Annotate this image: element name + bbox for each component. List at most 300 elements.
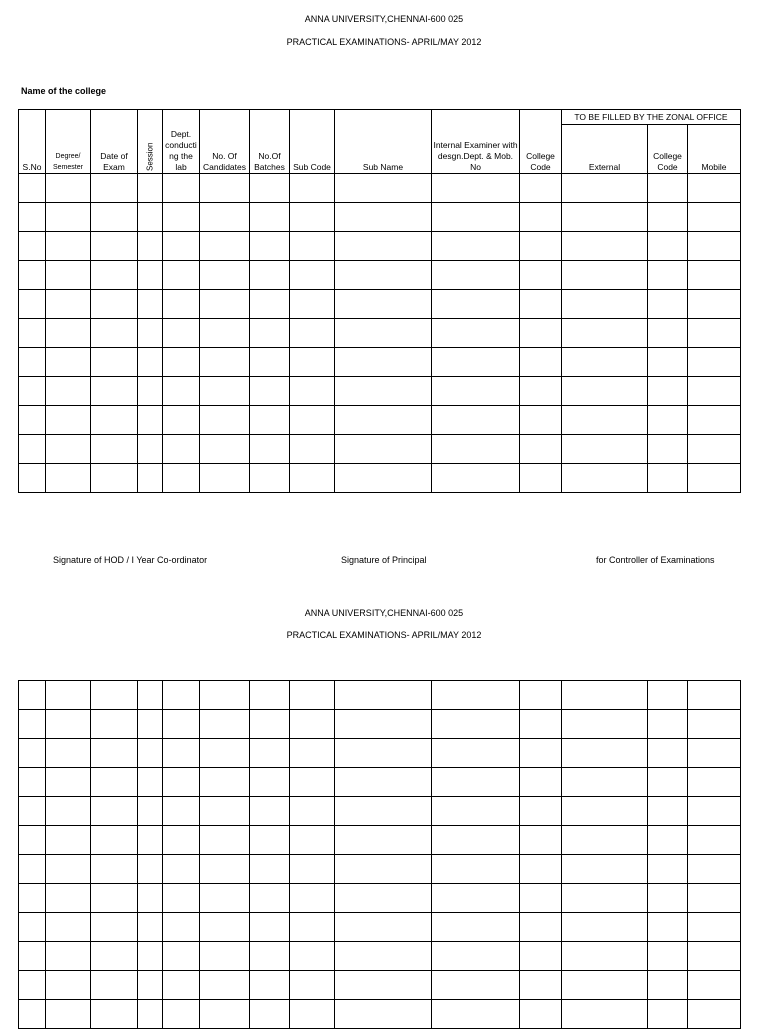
table-cell[interactable] — [46, 377, 91, 406]
table-cell[interactable] — [200, 203, 250, 232]
table-cell[interactable] — [250, 855, 290, 884]
table-cell[interactable] — [562, 768, 648, 797]
table-cell[interactable] — [290, 232, 335, 261]
table-cell[interactable] — [19, 710, 46, 739]
table-cell[interactable] — [138, 203, 163, 232]
table-cell[interactable] — [46, 710, 91, 739]
table-cell[interactable] — [520, 681, 562, 710]
table-cell[interactable] — [91, 942, 138, 971]
table-cell[interactable] — [432, 942, 520, 971]
table-cell[interactable] — [688, 464, 741, 493]
table-cell[interactable] — [163, 377, 200, 406]
table-cell[interactable] — [648, 681, 688, 710]
table-cell[interactable] — [520, 232, 562, 261]
table-cell[interactable] — [290, 435, 335, 464]
table-cell[interactable] — [200, 261, 250, 290]
table-cell[interactable] — [250, 232, 290, 261]
table-cell[interactable] — [432, 348, 520, 377]
table-cell[interactable] — [19, 826, 46, 855]
table-cell[interactable] — [46, 739, 91, 768]
table-cell[interactable] — [520, 884, 562, 913]
table-cell[interactable] — [562, 681, 648, 710]
table-cell[interactable] — [432, 913, 520, 942]
table-cell[interactable] — [138, 232, 163, 261]
table-cell[interactable] — [648, 1000, 688, 1029]
table-cell[interactable] — [19, 681, 46, 710]
table-cell[interactable] — [46, 290, 91, 319]
table-cell[interactable] — [290, 710, 335, 739]
table-cell[interactable] — [138, 348, 163, 377]
table-cell[interactable] — [46, 435, 91, 464]
table-cell[interactable] — [335, 464, 432, 493]
table-cell[interactable] — [200, 174, 250, 203]
table-cell[interactable] — [91, 797, 138, 826]
table-cell[interactable] — [520, 1000, 562, 1029]
table-cell[interactable] — [335, 435, 432, 464]
table-cell[interactable] — [290, 942, 335, 971]
table-cell[interactable] — [163, 797, 200, 826]
table-cell[interactable] — [432, 261, 520, 290]
table-cell[interactable] — [290, 681, 335, 710]
table-cell[interactable] — [91, 348, 138, 377]
table-cell[interactable] — [648, 913, 688, 942]
table-cell[interactable] — [163, 768, 200, 797]
table-cell[interactable] — [688, 797, 741, 826]
table-cell[interactable] — [335, 1000, 432, 1029]
table-cell[interactable] — [200, 681, 250, 710]
table-cell[interactable] — [432, 681, 520, 710]
table-cell[interactable] — [138, 1000, 163, 1029]
table-cell[interactable] — [46, 971, 91, 1000]
table-cell[interactable] — [648, 942, 688, 971]
table-cell[interactable] — [200, 406, 250, 435]
table-cell[interactable] — [520, 768, 562, 797]
table-cell[interactable] — [648, 406, 688, 435]
table-cell[interactable] — [19, 377, 46, 406]
table-cell[interactable] — [19, 203, 46, 232]
table-cell[interactable] — [688, 971, 741, 1000]
table-cell[interactable] — [648, 710, 688, 739]
table-cell[interactable] — [290, 290, 335, 319]
table-cell[interactable] — [138, 435, 163, 464]
table-cell[interactable] — [138, 710, 163, 739]
table-cell[interactable] — [200, 319, 250, 348]
table-cell[interactable] — [200, 826, 250, 855]
table-cell[interactable] — [520, 348, 562, 377]
table-cell[interactable] — [163, 942, 200, 971]
table-cell[interactable] — [200, 464, 250, 493]
table-cell[interactable] — [46, 464, 91, 493]
table-cell[interactable] — [19, 913, 46, 942]
table-cell[interactable] — [335, 884, 432, 913]
table-cell[interactable] — [335, 768, 432, 797]
table-cell[interactable] — [688, 855, 741, 884]
table-cell[interactable] — [200, 739, 250, 768]
table-cell[interactable] — [520, 203, 562, 232]
table-cell[interactable] — [250, 290, 290, 319]
table-cell[interactable] — [520, 435, 562, 464]
table-cell[interactable] — [335, 710, 432, 739]
table-cell[interactable] — [91, 174, 138, 203]
table-cell[interactable] — [200, 971, 250, 1000]
table-cell[interactable] — [432, 971, 520, 1000]
table-cell[interactable] — [138, 377, 163, 406]
table-cell[interactable] — [648, 261, 688, 290]
table-cell[interactable] — [335, 739, 432, 768]
table-cell[interactable] — [335, 319, 432, 348]
table-cell[interactable] — [520, 797, 562, 826]
table-cell[interactable] — [648, 768, 688, 797]
table-cell[interactable] — [200, 377, 250, 406]
table-cell[interactable] — [163, 203, 200, 232]
table-cell[interactable] — [138, 942, 163, 971]
table-cell[interactable] — [138, 913, 163, 942]
table-cell[interactable] — [163, 232, 200, 261]
table-cell[interactable] — [46, 406, 91, 435]
table-cell[interactable] — [648, 348, 688, 377]
table-cell[interactable] — [290, 174, 335, 203]
table-cell[interactable] — [335, 942, 432, 971]
table-cell[interactable] — [432, 768, 520, 797]
table-cell[interactable] — [562, 826, 648, 855]
table-cell[interactable] — [432, 406, 520, 435]
table-cell[interactable] — [46, 768, 91, 797]
table-cell[interactable] — [688, 739, 741, 768]
table-cell[interactable] — [648, 435, 688, 464]
table-cell[interactable] — [432, 203, 520, 232]
table-cell[interactable] — [200, 855, 250, 884]
table-cell[interactable] — [19, 884, 46, 913]
table-cell[interactable] — [163, 855, 200, 884]
table-cell[interactable] — [91, 232, 138, 261]
table-cell[interactable] — [290, 971, 335, 1000]
table-cell[interactable] — [46, 855, 91, 884]
table-cell[interactable] — [290, 377, 335, 406]
table-cell[interactable] — [520, 464, 562, 493]
table-cell[interactable] — [19, 232, 46, 261]
table-cell[interactable] — [335, 826, 432, 855]
table-cell[interactable] — [335, 681, 432, 710]
table-cell[interactable] — [91, 406, 138, 435]
table-cell[interactable] — [138, 319, 163, 348]
table-cell[interactable] — [250, 797, 290, 826]
table-cell[interactable] — [163, 348, 200, 377]
table-cell[interactable] — [335, 377, 432, 406]
table-cell[interactable] — [432, 739, 520, 768]
table-cell[interactable] — [290, 797, 335, 826]
table-cell[interactable] — [562, 406, 648, 435]
table-cell[interactable] — [648, 826, 688, 855]
table-cell[interactable] — [648, 884, 688, 913]
table-cell[interactable] — [91, 319, 138, 348]
table-cell[interactable] — [138, 290, 163, 319]
table-cell[interactable] — [688, 232, 741, 261]
table-cell[interactable] — [562, 971, 648, 1000]
table-cell[interactable] — [562, 464, 648, 493]
table-cell[interactable] — [163, 884, 200, 913]
table-cell[interactable] — [688, 826, 741, 855]
table-cell[interactable] — [250, 710, 290, 739]
table-cell[interactable] — [432, 826, 520, 855]
table-cell[interactable] — [250, 971, 290, 1000]
table-cell[interactable] — [432, 1000, 520, 1029]
table-cell[interactable] — [200, 348, 250, 377]
table-cell[interactable] — [290, 826, 335, 855]
table-cell[interactable] — [250, 348, 290, 377]
table-cell[interactable] — [432, 435, 520, 464]
table-cell[interactable] — [648, 377, 688, 406]
table-cell[interactable] — [163, 826, 200, 855]
table-cell[interactable] — [290, 913, 335, 942]
table-cell[interactable] — [520, 377, 562, 406]
table-cell[interactable] — [250, 174, 290, 203]
table-cell[interactable] — [19, 435, 46, 464]
table-cell[interactable] — [46, 681, 91, 710]
table-cell[interactable] — [688, 174, 741, 203]
table-cell[interactable] — [250, 406, 290, 435]
table-cell[interactable] — [688, 290, 741, 319]
table-cell[interactable] — [688, 681, 741, 710]
table-cell[interactable] — [648, 290, 688, 319]
table-cell[interactable] — [46, 1000, 91, 1029]
table-cell[interactable] — [290, 768, 335, 797]
table-cell[interactable] — [91, 710, 138, 739]
table-cell[interactable] — [46, 348, 91, 377]
table-cell[interactable] — [688, 406, 741, 435]
table-cell[interactable] — [688, 768, 741, 797]
table-cell[interactable] — [250, 768, 290, 797]
table-cell[interactable] — [562, 435, 648, 464]
table-cell[interactable] — [163, 319, 200, 348]
table-cell[interactable] — [290, 739, 335, 768]
table-cell[interactable] — [432, 884, 520, 913]
table-cell[interactable] — [163, 290, 200, 319]
table-cell[interactable] — [688, 348, 741, 377]
table-cell[interactable] — [46, 174, 91, 203]
table-cell[interactable] — [250, 203, 290, 232]
table-cell[interactable] — [138, 261, 163, 290]
table-cell[interactable] — [520, 855, 562, 884]
table-cell[interactable] — [19, 942, 46, 971]
table-cell[interactable] — [648, 971, 688, 1000]
table-cell[interactable] — [250, 377, 290, 406]
table-cell[interactable] — [91, 884, 138, 913]
table-cell[interactable] — [19, 348, 46, 377]
table-cell[interactable] — [432, 710, 520, 739]
table-cell[interactable] — [250, 261, 290, 290]
table-cell[interactable] — [562, 797, 648, 826]
table-cell[interactable] — [91, 681, 138, 710]
table-cell[interactable] — [138, 826, 163, 855]
table-cell[interactable] — [19, 739, 46, 768]
table-cell[interactable] — [200, 797, 250, 826]
table-cell[interactable] — [290, 884, 335, 913]
table-cell[interactable] — [290, 406, 335, 435]
table-cell[interactable] — [91, 1000, 138, 1029]
table-cell[interactable] — [648, 319, 688, 348]
table-cell[interactable] — [91, 971, 138, 1000]
table-cell[interactable] — [648, 203, 688, 232]
table-cell[interactable] — [562, 348, 648, 377]
table-cell[interactable] — [250, 739, 290, 768]
table-cell[interactable] — [19, 406, 46, 435]
table-cell[interactable] — [138, 681, 163, 710]
table-cell[interactable] — [648, 464, 688, 493]
table-cell[interactable] — [520, 710, 562, 739]
table-cell[interactable] — [250, 464, 290, 493]
table-cell[interactable] — [163, 710, 200, 739]
table-cell[interactable] — [688, 913, 741, 942]
table-cell[interactable] — [688, 1000, 741, 1029]
table-cell[interactable] — [562, 739, 648, 768]
table-cell[interactable] — [335, 348, 432, 377]
table-cell[interactable] — [46, 942, 91, 971]
table-cell[interactable] — [46, 232, 91, 261]
table-cell[interactable] — [562, 710, 648, 739]
table-cell[interactable] — [335, 261, 432, 290]
table-cell[interactable] — [562, 232, 648, 261]
table-cell[interactable] — [562, 174, 648, 203]
table-cell[interactable] — [91, 768, 138, 797]
table-cell[interactable] — [19, 797, 46, 826]
table-cell[interactable] — [520, 406, 562, 435]
table-cell[interactable] — [688, 942, 741, 971]
table-cell[interactable] — [562, 261, 648, 290]
table-cell[interactable] — [562, 1000, 648, 1029]
table-cell[interactable] — [138, 971, 163, 1000]
table-cell[interactable] — [335, 290, 432, 319]
table-cell[interactable] — [335, 913, 432, 942]
table-cell[interactable] — [138, 739, 163, 768]
table-cell[interactable] — [200, 232, 250, 261]
table-cell[interactable] — [46, 826, 91, 855]
table-cell[interactable] — [19, 971, 46, 1000]
table-cell[interactable] — [520, 261, 562, 290]
table-cell[interactable] — [562, 290, 648, 319]
table-cell[interactable] — [163, 913, 200, 942]
table-cell[interactable] — [250, 319, 290, 348]
table-cell[interactable] — [290, 1000, 335, 1029]
table-cell[interactable] — [163, 174, 200, 203]
table-cell[interactable] — [562, 319, 648, 348]
table-cell[interactable] — [648, 855, 688, 884]
table-cell[interactable] — [688, 884, 741, 913]
table-cell[interactable] — [46, 261, 91, 290]
table-cell[interactable] — [250, 884, 290, 913]
table-cell[interactable] — [200, 913, 250, 942]
table-cell[interactable] — [46, 913, 91, 942]
table-cell[interactable] — [290, 855, 335, 884]
table-cell[interactable] — [91, 377, 138, 406]
table-cell[interactable] — [91, 290, 138, 319]
table-cell[interactable] — [432, 290, 520, 319]
table-cell[interactable] — [91, 203, 138, 232]
table-cell[interactable] — [19, 855, 46, 884]
table-cell[interactable] — [138, 884, 163, 913]
table-cell[interactable] — [138, 174, 163, 203]
table-cell[interactable] — [138, 855, 163, 884]
table-cell[interactable] — [432, 319, 520, 348]
table-cell[interactable] — [520, 913, 562, 942]
table-cell[interactable] — [250, 681, 290, 710]
table-cell[interactable] — [520, 290, 562, 319]
table-cell[interactable] — [562, 884, 648, 913]
table-cell[interactable] — [163, 739, 200, 768]
table-cell[interactable] — [91, 464, 138, 493]
table-cell[interactable] — [562, 203, 648, 232]
table-cell[interactable] — [19, 464, 46, 493]
table-cell[interactable] — [432, 855, 520, 884]
table-cell[interactable] — [520, 826, 562, 855]
table-cell[interactable] — [19, 174, 46, 203]
table-cell[interactable] — [200, 290, 250, 319]
table-cell[interactable] — [335, 797, 432, 826]
table-cell[interactable] — [562, 377, 648, 406]
table-cell[interactable] — [562, 942, 648, 971]
table-cell[interactable] — [250, 435, 290, 464]
table-cell[interactable] — [46, 203, 91, 232]
table-cell[interactable] — [290, 203, 335, 232]
table-cell[interactable] — [335, 855, 432, 884]
table-cell[interactable] — [432, 174, 520, 203]
table-cell[interactable] — [19, 768, 46, 797]
table-cell[interactable] — [91, 826, 138, 855]
table-cell[interactable] — [648, 174, 688, 203]
table-cell[interactable] — [688, 261, 741, 290]
table-cell[interactable] — [432, 377, 520, 406]
table-cell[interactable] — [335, 203, 432, 232]
table-cell[interactable] — [163, 261, 200, 290]
table-cell[interactable] — [562, 855, 648, 884]
table-cell[interactable] — [688, 435, 741, 464]
table-cell[interactable] — [91, 261, 138, 290]
table-cell[interactable] — [290, 261, 335, 290]
table-cell[interactable] — [648, 232, 688, 261]
table-cell[interactable] — [19, 319, 46, 348]
table-cell[interactable] — [163, 406, 200, 435]
table-cell[interactable] — [91, 435, 138, 464]
table-cell[interactable] — [138, 406, 163, 435]
table-cell[interactable] — [200, 1000, 250, 1029]
table-cell[interactable] — [432, 464, 520, 493]
table-cell[interactable] — [163, 681, 200, 710]
table-cell[interactable] — [562, 913, 648, 942]
table-cell[interactable] — [250, 913, 290, 942]
table-cell[interactable] — [138, 797, 163, 826]
table-cell[interactable] — [46, 319, 91, 348]
table-cell[interactable] — [163, 435, 200, 464]
table-cell[interactable] — [200, 942, 250, 971]
table-cell[interactable] — [250, 942, 290, 971]
table-cell[interactable] — [46, 797, 91, 826]
table-cell[interactable] — [163, 1000, 200, 1029]
table-cell[interactable] — [335, 174, 432, 203]
table-cell[interactable] — [335, 971, 432, 1000]
table-cell[interactable] — [200, 435, 250, 464]
table-cell[interactable] — [250, 826, 290, 855]
table-cell[interactable] — [648, 739, 688, 768]
table-cell[interactable] — [91, 739, 138, 768]
table-cell[interactable] — [19, 290, 46, 319]
table-cell[interactable] — [520, 971, 562, 1000]
table-cell[interactable] — [200, 768, 250, 797]
table-cell[interactable] — [91, 855, 138, 884]
table-cell[interactable] — [19, 261, 46, 290]
table-cell[interactable] — [138, 768, 163, 797]
table-cell[interactable] — [19, 1000, 46, 1029]
table-cell[interactable] — [688, 319, 741, 348]
table-cell[interactable] — [432, 232, 520, 261]
